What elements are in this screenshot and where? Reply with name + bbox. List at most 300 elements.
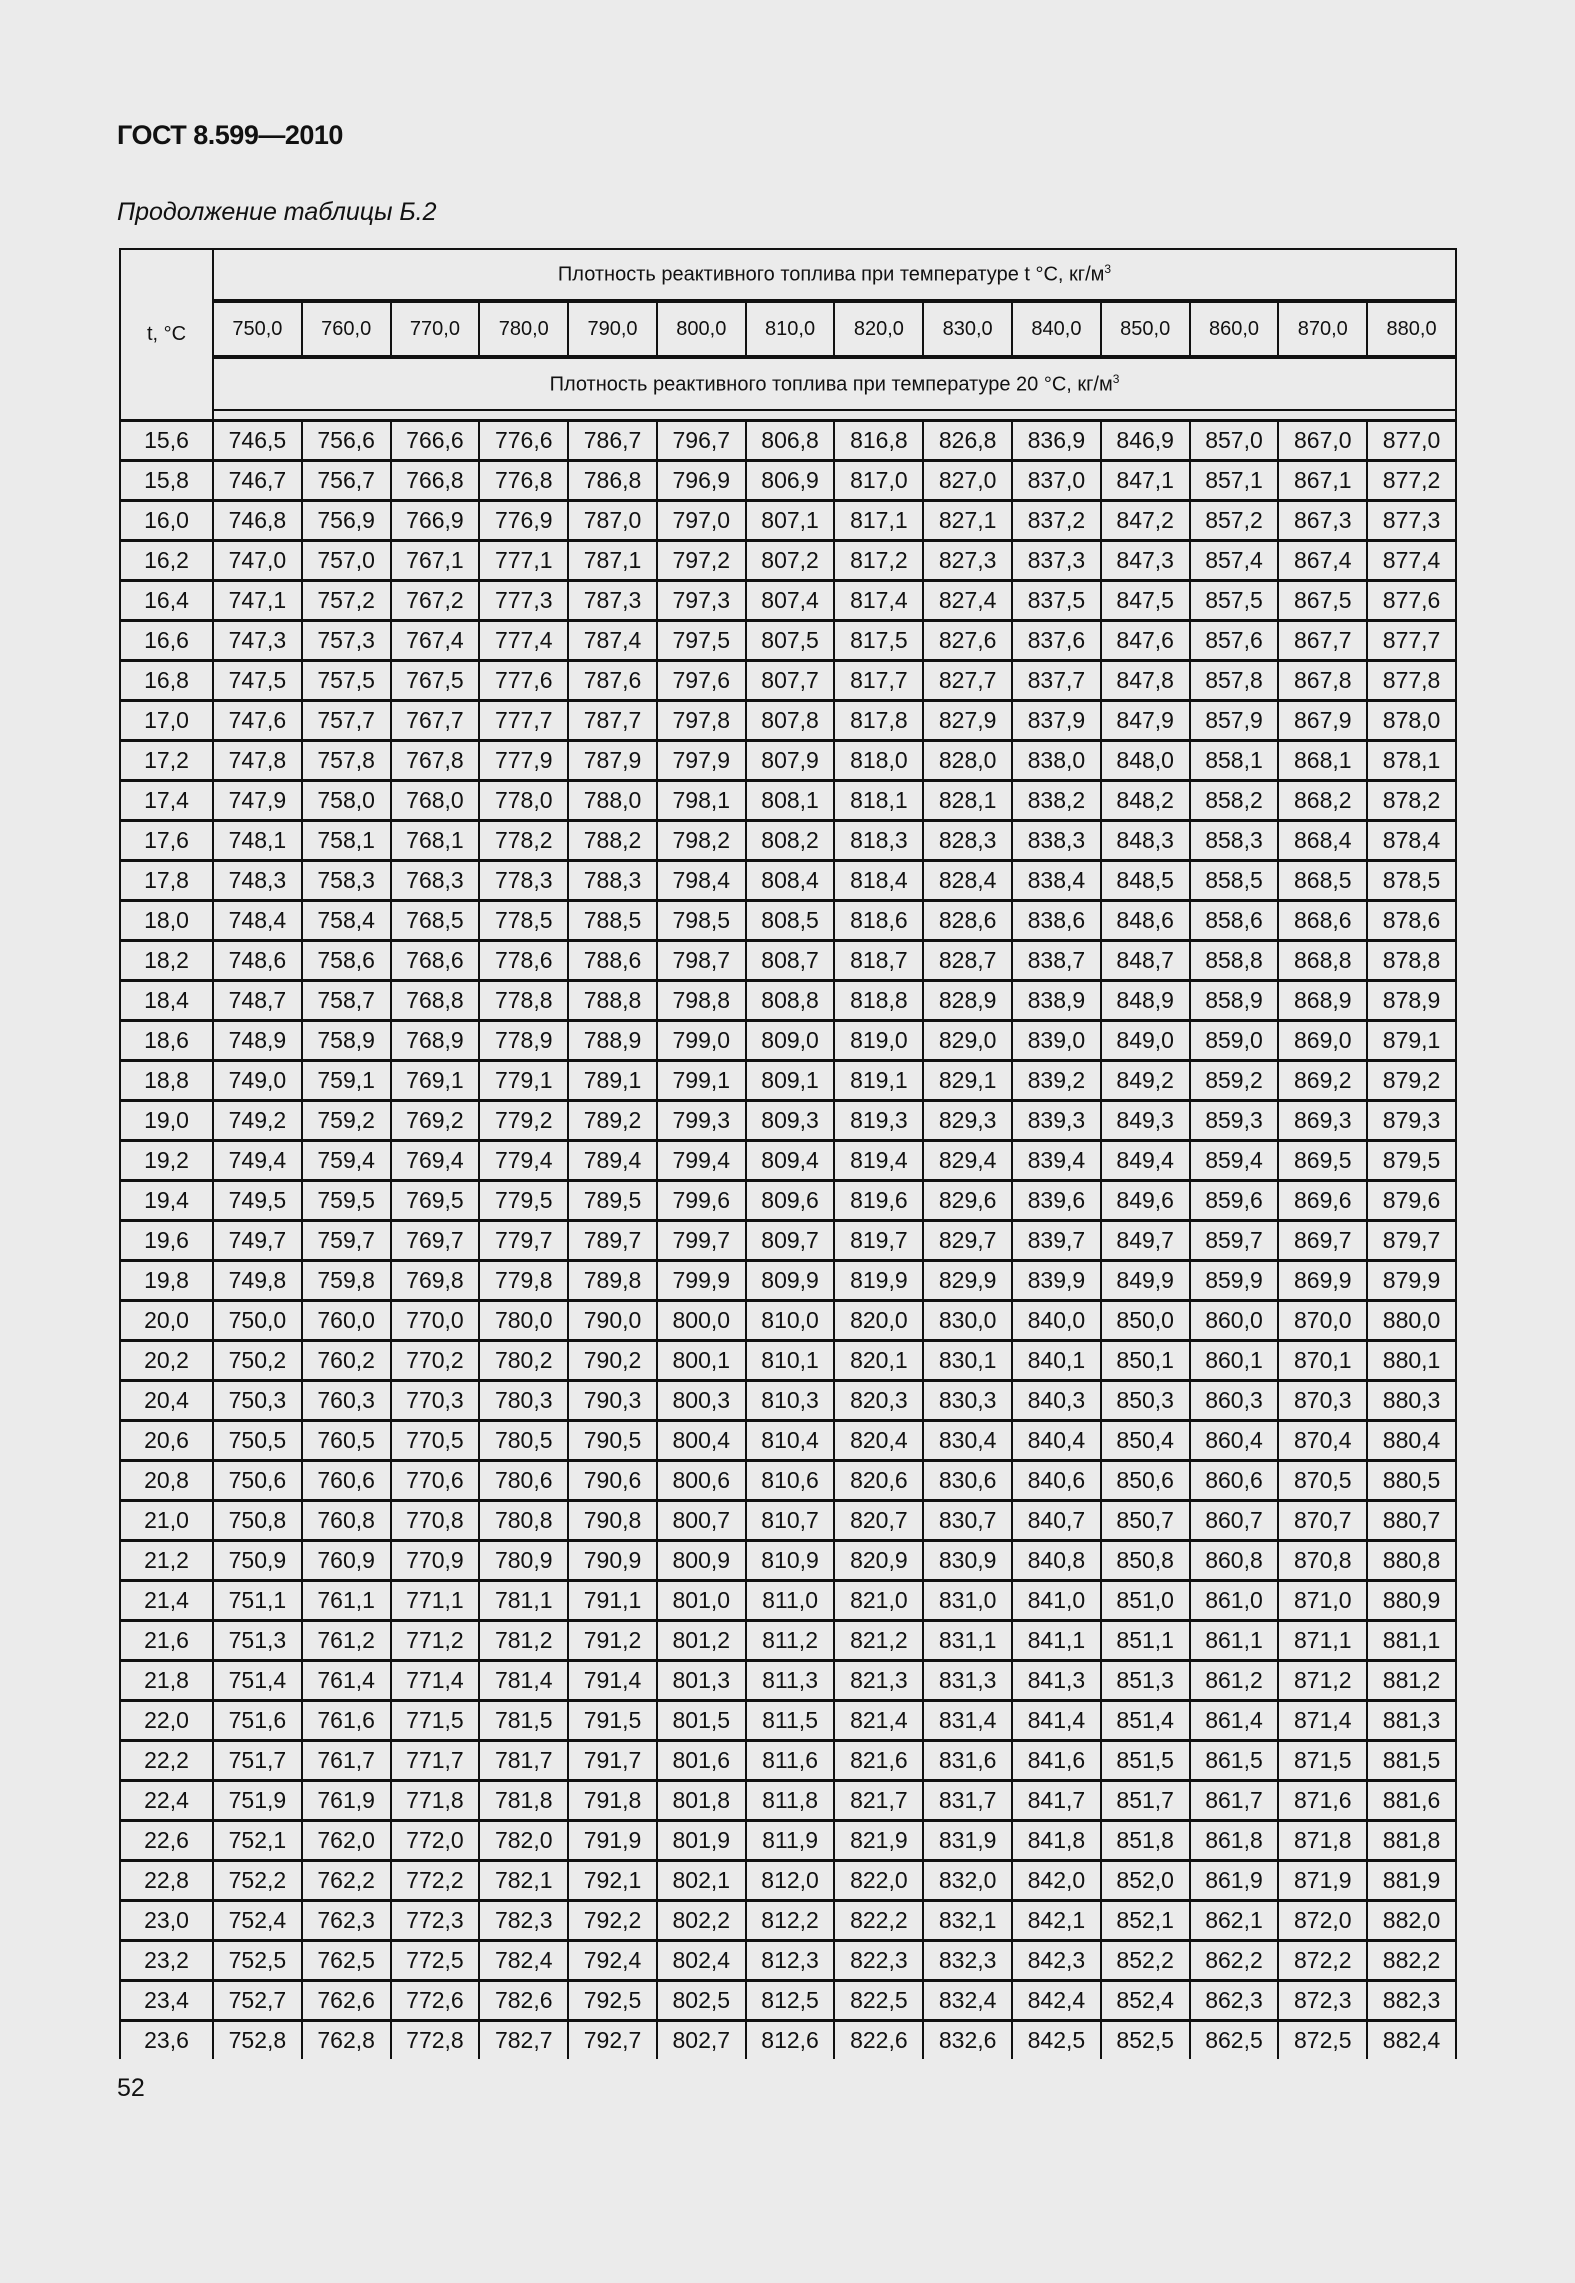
density-cell: 746,7 xyxy=(213,461,302,501)
density-cell: 787,9 xyxy=(568,741,657,781)
density-cell: 869,5 xyxy=(1278,1141,1367,1181)
density-cell: 798,2 xyxy=(657,821,746,861)
density-cell: 860,8 xyxy=(1190,1541,1279,1581)
density-cell: 821,7 xyxy=(834,1781,923,1821)
density-cell: 880,9 xyxy=(1367,1581,1456,1621)
density-cell: 791,1 xyxy=(568,1581,657,1621)
density-cell: 748,1 xyxy=(213,821,302,861)
temperature-cell: 16,2 xyxy=(120,541,213,581)
density-cell: 747,0 xyxy=(213,541,302,581)
density-cell: 817,4 xyxy=(834,581,923,621)
table-row xyxy=(120,1021,1456,1061)
density-cell: 877,3 xyxy=(1367,501,1456,541)
density-cell: 850,1 xyxy=(1101,1341,1190,1381)
density-cell: 801,2 xyxy=(657,1621,746,1661)
density-cell: 807,2 xyxy=(746,541,835,581)
density-cell: 807,8 xyxy=(746,701,835,741)
density-cell: 818,8 xyxy=(834,981,923,1021)
density-cell: 859,7 xyxy=(1190,1221,1279,1261)
density-cell: 782,3 xyxy=(479,1901,568,1941)
density-cell: 868,4 xyxy=(1278,821,1367,861)
density-cell: 748,6 xyxy=(213,941,302,981)
density-cell: 867,3 xyxy=(1278,501,1367,541)
temperature-cell: 19,8 xyxy=(120,1261,213,1301)
density-cell: 787,1 xyxy=(568,541,657,581)
density-cell: 779,5 xyxy=(479,1181,568,1221)
density-cell: 861,9 xyxy=(1190,1861,1279,1901)
density-cell: 790,6 xyxy=(568,1461,657,1501)
density-cell: 767,7 xyxy=(391,701,480,741)
top-header-text: Плотность реактивного топлива при температуре t °C, кг/м xyxy=(557,263,1105,286)
density-cell: 818,0 xyxy=(834,741,923,781)
temperature-cell: 19,4 xyxy=(120,1181,213,1221)
density-cell: 758,7 xyxy=(302,981,391,1021)
density-cell: 756,9 xyxy=(302,501,391,541)
density-cell: 752,1 xyxy=(213,1821,302,1861)
density-cell: 839,7 xyxy=(1012,1221,1101,1261)
density-cell: 799,1 xyxy=(657,1061,746,1101)
density-cell: 801,0 xyxy=(657,1581,746,1621)
temperature-cell: 18,4 xyxy=(120,981,213,1021)
table-row xyxy=(120,661,1456,701)
density-cell: 879,7 xyxy=(1367,1221,1456,1261)
temperature-cell: 22,6 xyxy=(120,1821,213,1861)
density-cell: 809,0 xyxy=(746,1021,835,1061)
density-cell: 786,7 xyxy=(568,421,657,461)
density-cell: 829,6 xyxy=(923,1181,1012,1221)
column-header: 860,0 xyxy=(1190,301,1279,357)
density-cell: 882,4 xyxy=(1367,2021,1456,2060)
density-cell: 829,0 xyxy=(923,1021,1012,1061)
density-cell: 832,0 xyxy=(923,1861,1012,1901)
density-cell: 830,0 xyxy=(923,1301,1012,1341)
density-cell: 810,0 xyxy=(746,1301,835,1341)
table-row xyxy=(120,821,1456,861)
density-cell: 752,5 xyxy=(213,1941,302,1981)
column-header: 830,0 xyxy=(923,301,1012,357)
density-cell: 849,2 xyxy=(1101,1061,1190,1101)
density-cell: 871,1 xyxy=(1278,1621,1367,1661)
density-cell: 788,6 xyxy=(568,941,657,981)
table-row xyxy=(120,1861,1456,1901)
density-cell: 790,8 xyxy=(568,1501,657,1541)
density-cell: 811,3 xyxy=(746,1661,835,1701)
density-cell: 787,6 xyxy=(568,661,657,701)
density-cell: 841,7 xyxy=(1012,1781,1101,1821)
density-cell: 879,1 xyxy=(1367,1021,1456,1061)
density-cell: 768,5 xyxy=(391,901,480,941)
temperature-cell: 20,6 xyxy=(120,1421,213,1461)
column-header-row xyxy=(120,301,1456,357)
density-cell: 777,1 xyxy=(479,541,568,581)
density-cell: 798,8 xyxy=(657,981,746,1021)
density-cell: 840,0 xyxy=(1012,1301,1101,1341)
density-cell: 851,8 xyxy=(1101,1821,1190,1861)
density-cell: 822,0 xyxy=(834,1861,923,1901)
density-cell: 801,8 xyxy=(657,1781,746,1821)
density-cell: 878,2 xyxy=(1367,781,1456,821)
top-header-sup: 3 xyxy=(1104,262,1112,277)
density-cell: 850,0 xyxy=(1101,1301,1190,1341)
density-cell: 869,7 xyxy=(1278,1221,1367,1261)
density-cell: 860,7 xyxy=(1190,1501,1279,1541)
density-cell: 751,7 xyxy=(213,1741,302,1781)
density-cell: 757,7 xyxy=(302,701,391,741)
table-row xyxy=(120,1301,1456,1341)
density-cell: 769,1 xyxy=(391,1061,480,1101)
density-cell: 749,0 xyxy=(213,1061,302,1101)
document-title: ГОСТ 8.599—2010 xyxy=(117,120,343,150)
density-cell: 802,1 xyxy=(657,1861,746,1901)
density-cell: 767,5 xyxy=(391,661,480,701)
density-cell: 781,2 xyxy=(479,1621,568,1661)
density-cell: 827,4 xyxy=(923,581,1012,621)
density-cell: 787,4 xyxy=(568,621,657,661)
density-cell: 860,1 xyxy=(1190,1341,1279,1381)
density-cell: 772,5 xyxy=(391,1941,480,1981)
density-cell: 828,0 xyxy=(923,741,1012,781)
density-cell: 790,0 xyxy=(568,1301,657,1341)
density-cell: 747,9 xyxy=(213,781,302,821)
column-header: 750,0 xyxy=(213,301,302,357)
density-cell: 782,7 xyxy=(479,2021,568,2060)
density-cell: 862,3 xyxy=(1190,1981,1279,2021)
density-cell: 819,7 xyxy=(834,1221,923,1261)
density-cell: 807,4 xyxy=(746,581,835,621)
density-cell: 861,4 xyxy=(1190,1701,1279,1741)
density-cell: 807,5 xyxy=(746,621,835,661)
density-cell: 772,8 xyxy=(391,2021,480,2060)
table-row xyxy=(120,941,1456,981)
table-row xyxy=(120,1581,1456,1621)
density-cell: 747,6 xyxy=(213,701,302,741)
density-cell: 867,9 xyxy=(1278,701,1367,741)
density-cell: 829,4 xyxy=(923,1141,1012,1181)
density-cell: 809,3 xyxy=(746,1101,835,1141)
density-cell: 778,5 xyxy=(479,901,568,941)
density-cell: 750,8 xyxy=(213,1501,302,1541)
table-row xyxy=(120,1701,1456,1741)
density-cell: 758,3 xyxy=(302,861,391,901)
density-cell: 792,2 xyxy=(568,1901,657,1941)
density-cell: 867,4 xyxy=(1278,541,1367,581)
table-row xyxy=(120,1821,1456,1861)
density-cell: 820,7 xyxy=(834,1501,923,1541)
density-cell: 880,4 xyxy=(1367,1421,1456,1461)
density-cell: 818,6 xyxy=(834,901,923,941)
temperature-cell: 22,4 xyxy=(120,1781,213,1821)
density-cell: 837,0 xyxy=(1012,461,1101,501)
density-cell: 857,1 xyxy=(1190,461,1279,501)
density-cell: 811,0 xyxy=(746,1581,835,1621)
density-cell: 822,3 xyxy=(834,1941,923,1981)
density-cell: 878,6 xyxy=(1367,901,1456,941)
density-cell: 751,3 xyxy=(213,1621,302,1661)
density-cell: 819,6 xyxy=(834,1181,923,1221)
density-cell: 807,7 xyxy=(746,661,835,701)
density-cell: 818,1 xyxy=(834,781,923,821)
density-cell: 822,2 xyxy=(834,1901,923,1941)
density-cell: 850,8 xyxy=(1101,1541,1190,1581)
density-cell: 879,9 xyxy=(1367,1261,1456,1301)
t-header: t, °C xyxy=(120,249,213,421)
density-cell: 767,1 xyxy=(391,541,480,581)
temperature-cell: 15,8 xyxy=(120,461,213,501)
density-cell: 800,6 xyxy=(657,1461,746,1501)
density-cell: 756,7 xyxy=(302,461,391,501)
density-cell: 802,5 xyxy=(657,1981,746,2021)
density-cell: 782,4 xyxy=(479,1941,568,1981)
table-body xyxy=(120,421,1456,2060)
table-row xyxy=(120,1101,1456,1141)
density-cell: 800,0 xyxy=(657,1301,746,1341)
density-cell: 877,7 xyxy=(1367,621,1456,661)
density-cell: 779,7 xyxy=(479,1221,568,1261)
density-cell: 880,5 xyxy=(1367,1461,1456,1501)
density-cell: 868,1 xyxy=(1278,741,1367,781)
density-cell: 752,4 xyxy=(213,1901,302,1941)
density-cell: 812,3 xyxy=(746,1941,835,1981)
density-cell: 839,4 xyxy=(1012,1141,1101,1181)
density-cell: 750,0 xyxy=(213,1301,302,1341)
density-cell: 749,8 xyxy=(213,1261,302,1301)
density-cell: 837,2 xyxy=(1012,501,1101,541)
density-cell: 768,1 xyxy=(391,821,480,861)
density-cell: 751,6 xyxy=(213,1701,302,1741)
density-cell: 869,3 xyxy=(1278,1101,1367,1141)
column-header: 870,0 xyxy=(1278,301,1367,357)
density-cell: 787,3 xyxy=(568,581,657,621)
density-cell: 769,8 xyxy=(391,1261,480,1301)
density-cell: 760,9 xyxy=(302,1541,391,1581)
density-cell: 792,4 xyxy=(568,1941,657,1981)
density-cell: 799,6 xyxy=(657,1181,746,1221)
density-cell: 779,1 xyxy=(479,1061,568,1101)
density-cell: 837,7 xyxy=(1012,661,1101,701)
density-cell: 772,0 xyxy=(391,1821,480,1861)
density-cell: 842,4 xyxy=(1012,1981,1101,2021)
density-cell: 762,5 xyxy=(302,1941,391,1981)
density-cell: 780,0 xyxy=(479,1301,568,1341)
density-cell: 760,6 xyxy=(302,1461,391,1501)
temperature-cell: 21,8 xyxy=(120,1661,213,1701)
density-cell: 758,6 xyxy=(302,941,391,981)
density-cell: 761,4 xyxy=(302,1661,391,1701)
density-cell: 870,3 xyxy=(1278,1381,1367,1421)
density-cell: 858,5 xyxy=(1190,861,1279,901)
density-cell: 811,8 xyxy=(746,1781,835,1821)
density-cell: 809,1 xyxy=(746,1061,835,1101)
density-cell: 849,7 xyxy=(1101,1221,1190,1261)
density-cell: 848,0 xyxy=(1101,741,1190,781)
density-cell: 802,2 xyxy=(657,1901,746,1941)
bottom-header-sup: 3 xyxy=(1112,371,1120,386)
density-cell: 769,2 xyxy=(391,1101,480,1141)
temperature-cell: 16,6 xyxy=(120,621,213,661)
table-row xyxy=(120,1461,1456,1501)
density-table xyxy=(119,248,1457,2059)
density-cell: 827,0 xyxy=(923,461,1012,501)
density-cell: 879,5 xyxy=(1367,1141,1456,1181)
density-cell: 811,2 xyxy=(746,1621,835,1661)
density-cell: 777,7 xyxy=(479,701,568,741)
table-row xyxy=(120,1261,1456,1301)
density-cell: 882,3 xyxy=(1367,1981,1456,2021)
density-cell: 847,3 xyxy=(1101,541,1190,581)
temperature-cell: 16,0 xyxy=(120,501,213,541)
density-cell: 878,8 xyxy=(1367,941,1456,981)
density-cell: 839,6 xyxy=(1012,1181,1101,1221)
density-cell: 788,2 xyxy=(568,821,657,861)
density-cell: 781,1 xyxy=(479,1581,568,1621)
density-cell: 842,0 xyxy=(1012,1861,1101,1901)
density-cell: 841,3 xyxy=(1012,1661,1101,1701)
density-cell: 762,6 xyxy=(302,1981,391,2021)
density-cell: 757,3 xyxy=(302,621,391,661)
density-cell: 808,7 xyxy=(746,941,835,981)
density-cell: 768,8 xyxy=(391,981,480,1021)
density-cell: 780,9 xyxy=(479,1541,568,1581)
density-cell: 769,7 xyxy=(391,1221,480,1261)
density-cell: 800,4 xyxy=(657,1421,746,1461)
density-cell: 811,9 xyxy=(746,1821,835,1861)
density-cell: 782,1 xyxy=(479,1861,568,1901)
density-cell: 760,0 xyxy=(302,1301,391,1341)
temperature-cell: 22,2 xyxy=(120,1741,213,1781)
temperature-cell: 22,8 xyxy=(120,1861,213,1901)
density-cell: 792,5 xyxy=(568,1981,657,2021)
density-cell: 829,1 xyxy=(923,1061,1012,1101)
density-cell: 747,5 xyxy=(213,661,302,701)
density-cell: 847,9 xyxy=(1101,701,1190,741)
density-cell: 747,8 xyxy=(213,741,302,781)
density-cell: 811,5 xyxy=(746,1701,835,1741)
density-cell: 852,5 xyxy=(1101,2021,1190,2060)
density-cell: 831,7 xyxy=(923,1781,1012,1821)
density-cell: 771,7 xyxy=(391,1741,480,1781)
density-cell: 762,2 xyxy=(302,1861,391,1901)
temperature-cell: 17,6 xyxy=(120,821,213,861)
density-cell: 848,9 xyxy=(1101,981,1190,1021)
temperature-cell: 21,2 xyxy=(120,1541,213,1581)
density-cell: 882,2 xyxy=(1367,1941,1456,1981)
density-cell: 820,0 xyxy=(834,1301,923,1341)
density-cell: 858,6 xyxy=(1190,901,1279,941)
density-cell: 841,6 xyxy=(1012,1741,1101,1781)
density-cell: 861,7 xyxy=(1190,1781,1279,1821)
temperature-cell: 17,8 xyxy=(120,861,213,901)
density-cell: 868,5 xyxy=(1278,861,1367,901)
density-cell: 848,7 xyxy=(1101,941,1190,981)
density-cell: 828,9 xyxy=(923,981,1012,1021)
density-cell: 872,5 xyxy=(1278,2021,1367,2060)
table-row xyxy=(120,501,1456,541)
density-cell: 771,4 xyxy=(391,1661,480,1701)
temperature-cell: 20,2 xyxy=(120,1341,213,1381)
density-cell: 821,9 xyxy=(834,1821,923,1861)
density-cell: 861,5 xyxy=(1190,1741,1279,1781)
density-cell: 789,2 xyxy=(568,1101,657,1141)
density-cell: 826,8 xyxy=(923,421,1012,461)
density-cell: 799,3 xyxy=(657,1101,746,1141)
density-cell: 871,4 xyxy=(1278,1701,1367,1741)
density-cell: 771,1 xyxy=(391,1581,480,1621)
density-cell: 872,2 xyxy=(1278,1941,1367,1981)
temperature-cell: 16,8 xyxy=(120,661,213,701)
table-row xyxy=(120,901,1456,941)
density-cell: 788,0 xyxy=(568,781,657,821)
density-cell: 840,6 xyxy=(1012,1461,1101,1501)
temperature-cell: 17,4 xyxy=(120,781,213,821)
density-cell: 860,4 xyxy=(1190,1421,1279,1461)
density-cell: 881,9 xyxy=(1367,1861,1456,1901)
density-cell: 749,5 xyxy=(213,1181,302,1221)
density-cell: 770,0 xyxy=(391,1301,480,1341)
density-cell: 761,2 xyxy=(302,1621,391,1661)
column-header: 760,0 xyxy=(302,301,391,357)
density-cell: 781,8 xyxy=(479,1781,568,1821)
density-cell: 881,1 xyxy=(1367,1621,1456,1661)
temperature-cell: 17,2 xyxy=(120,741,213,781)
temperature-cell: 19,0 xyxy=(120,1101,213,1141)
density-cell: 791,2 xyxy=(568,1621,657,1661)
density-cell: 758,0 xyxy=(302,781,391,821)
density-cell: 867,8 xyxy=(1278,661,1367,701)
density-cell: 839,9 xyxy=(1012,1261,1101,1301)
temperature-cell: 19,6 xyxy=(120,1221,213,1261)
density-cell: 861,2 xyxy=(1190,1661,1279,1701)
density-cell: 800,3 xyxy=(657,1381,746,1421)
density-cell: 762,3 xyxy=(302,1901,391,1941)
density-cell: 837,3 xyxy=(1012,541,1101,581)
density-cell: 858,8 xyxy=(1190,941,1279,981)
density-cell: 838,4 xyxy=(1012,861,1101,901)
density-cell: 790,9 xyxy=(568,1541,657,1581)
density-cell: 857,8 xyxy=(1190,661,1279,701)
density-cell: 787,7 xyxy=(568,701,657,741)
density-cell: 830,3 xyxy=(923,1381,1012,1421)
density-cell: 791,7 xyxy=(568,1741,657,1781)
density-cell: 869,0 xyxy=(1278,1021,1367,1061)
density-cell: 750,9 xyxy=(213,1541,302,1581)
density-cell: 778,6 xyxy=(479,941,568,981)
density-cell: 847,5 xyxy=(1101,581,1190,621)
density-cell: 759,2 xyxy=(302,1101,391,1141)
density-cell: 807,9 xyxy=(746,741,835,781)
temperature-cell: 23,6 xyxy=(120,2021,213,2060)
density-cell: 751,4 xyxy=(213,1661,302,1701)
density-cell: 828,3 xyxy=(923,821,1012,861)
temperature-cell: 18,8 xyxy=(120,1061,213,1101)
density-cell: 817,0 xyxy=(834,461,923,501)
density-cell: 881,2 xyxy=(1367,1661,1456,1701)
density-cell: 849,6 xyxy=(1101,1181,1190,1221)
density-cell: 806,9 xyxy=(746,461,835,501)
density-cell: 797,6 xyxy=(657,661,746,701)
density-cell: 840,3 xyxy=(1012,1381,1101,1421)
density-cell: 770,2 xyxy=(391,1341,480,1381)
density-cell: 746,8 xyxy=(213,501,302,541)
density-cell: 831,3 xyxy=(923,1661,1012,1701)
density-cell: 780,5 xyxy=(479,1421,568,1461)
density-cell: 791,4 xyxy=(568,1661,657,1701)
density-cell: 761,9 xyxy=(302,1781,391,1821)
density-cell: 781,4 xyxy=(479,1661,568,1701)
density-cell: 772,3 xyxy=(391,1901,480,1941)
density-cell: 767,8 xyxy=(391,741,480,781)
density-cell: 749,7 xyxy=(213,1221,302,1261)
density-cell: 757,0 xyxy=(302,541,391,581)
